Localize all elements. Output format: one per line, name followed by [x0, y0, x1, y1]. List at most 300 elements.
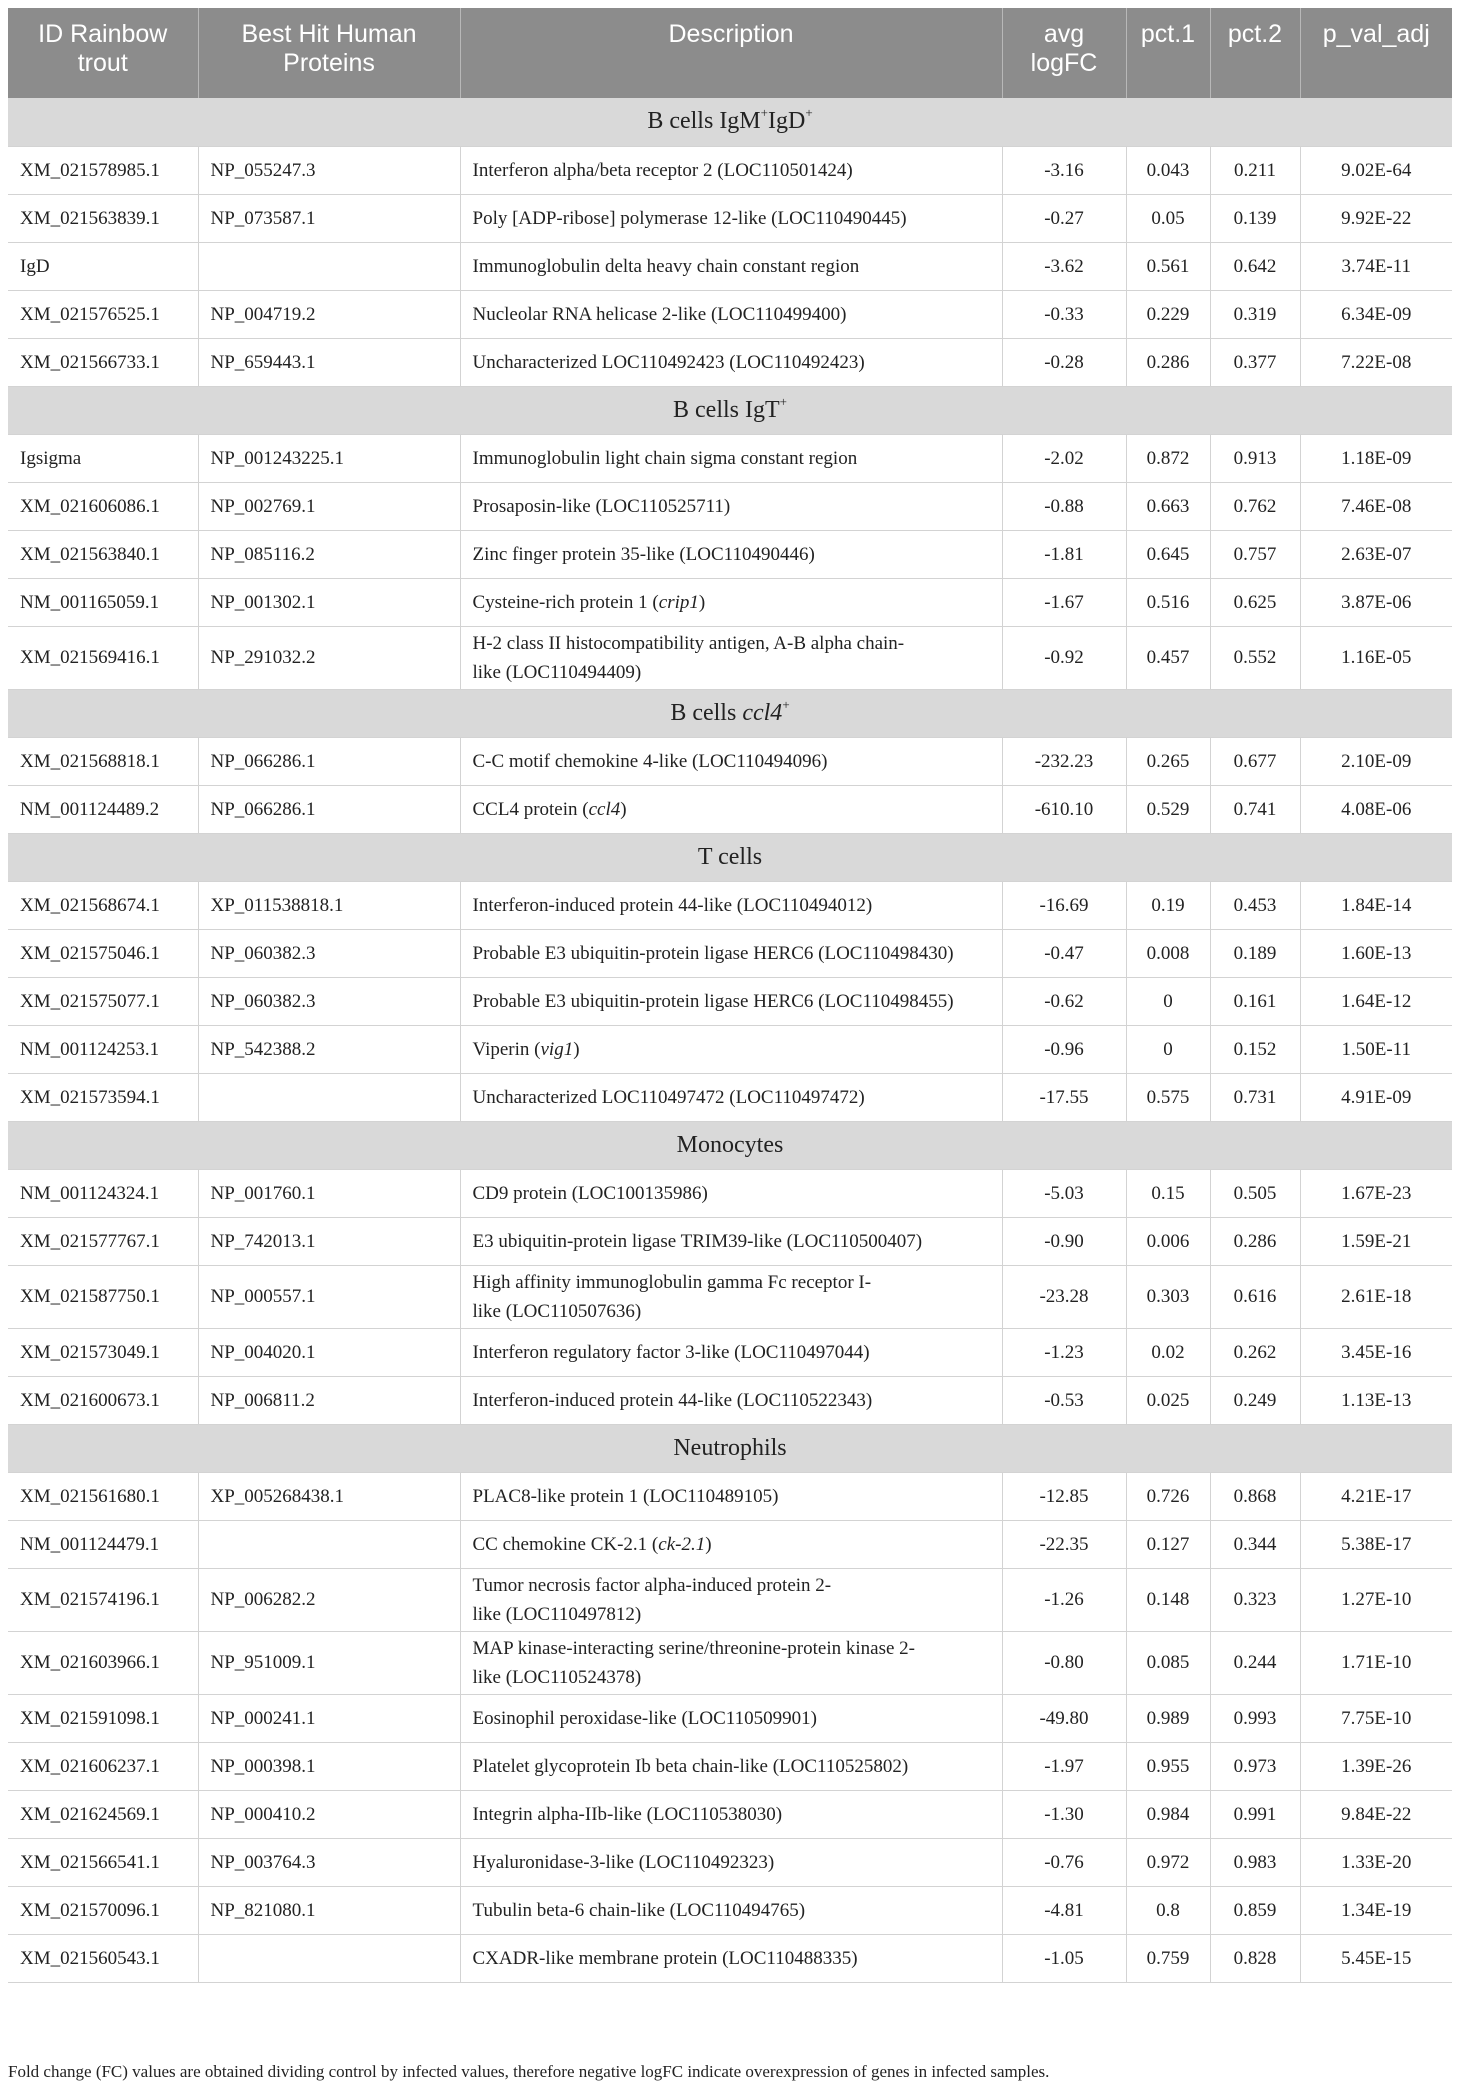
section-title-gene: ccl4: [742, 699, 783, 726]
section-title: [8, 98, 1452, 146]
table-row: [8, 338, 1452, 386]
cell-description: [460, 929, 1002, 977]
cell-pct1: 0.561: [1126, 242, 1210, 290]
cell-id: XM_021578985.1: [8, 146, 198, 194]
cell-avg-logfc: -0.47: [1002, 929, 1126, 977]
cell-p-val-adj: 1.64E-12: [1300, 977, 1452, 1025]
cell-avg-logfc: -16.69: [1002, 881, 1126, 929]
cell-p-val-adj: 3.87E-06: [1300, 578, 1452, 626]
cell-best-hit: XP_005268438.1: [198, 1472, 460, 1520]
cell-p-val-adj: 1.59E-21: [1300, 1217, 1452, 1265]
description-text-line2: like (LOC110507636): [472, 1300, 642, 1322]
cell-best-hit: [198, 1934, 460, 1982]
section-title-text: B cells IgT: [673, 396, 780, 423]
cell-p-val-adj: 1.18E-09: [1300, 434, 1452, 482]
cell-best-hit: NP_006811.2: [198, 1376, 460, 1424]
description-text: Probable E3 ubiquitin-protein ligase HERC6 (LOC110498455): [472, 990, 954, 1012]
description-text: High affinity immunoglobulin gamma Fc receptor I-: [472, 1271, 872, 1293]
cell-description: [460, 1790, 1002, 1838]
cell-id: XM_021566733.1: [8, 338, 198, 386]
table-row: [8, 881, 1452, 929]
cell-p-val-adj: 2.61E-18: [1300, 1265, 1452, 1328]
description-text: PLAC8-like protein 1 (LOC110489105): [472, 1485, 779, 1507]
cell-pct2: 0.211: [1210, 146, 1300, 194]
table-row: [8, 1217, 1452, 1265]
cell-pct1: 0.148: [1126, 1568, 1210, 1631]
cell-description: [460, 1472, 1002, 1520]
table-row: [8, 530, 1452, 578]
cell-id: XM_021577767.1: [8, 1217, 198, 1265]
cell-p-val-adj: 1.27E-10: [1300, 1568, 1452, 1631]
section-header: [8, 386, 1452, 434]
cell-pct2: 0.991: [1210, 1790, 1300, 1838]
section-header: [8, 98, 1452, 146]
description-text: Tubulin beta-6 chain-like (LOC110494765): [472, 1899, 806, 1921]
cell-best-hit: NP_000410.2: [198, 1790, 460, 1838]
description-text: CD9 protein (LOC100135986): [472, 1182, 708, 1204]
cell-pct1: 0.15: [1126, 1169, 1210, 1217]
cell-avg-logfc: -3.16: [1002, 146, 1126, 194]
cell-best-hit: NP_002769.1: [198, 482, 460, 530]
cell-id: XM_021575046.1: [8, 929, 198, 977]
table-row: [8, 1790, 1452, 1838]
cell-description: [460, 290, 1002, 338]
description-text: Uncharacterized LOC110497472 (LOC110497472): [472, 1086, 865, 1108]
description-text: Interferon-induced protein 44-like (LOC110522343): [472, 1389, 873, 1411]
table-row: [8, 977, 1452, 1025]
description-text: Interferon alpha/beta receptor 2 (LOC110501424): [472, 159, 853, 181]
table-row: [8, 1838, 1452, 1886]
description-text: Viperin (: [472, 1038, 541, 1060]
cell-best-hit: NP_085116.2: [198, 530, 460, 578]
description-text: Immunoglobulin delta heavy chain constant region: [472, 255, 860, 277]
cell-best-hit: NP_000398.1: [198, 1742, 460, 1790]
cell-pct2: 0.244: [1210, 1631, 1300, 1694]
cell-p-val-adj: 9.02E-64: [1300, 146, 1452, 194]
gene-name: ck-2.1: [658, 1533, 706, 1555]
cell-avg-logfc: -1.97: [1002, 1742, 1126, 1790]
table-row: [8, 1934, 1452, 1982]
cell-best-hit: NP_060382.3: [198, 929, 460, 977]
cell-description: [460, 1886, 1002, 1934]
table-row: [8, 242, 1452, 290]
cell-pct2: 0.828: [1210, 1934, 1300, 1982]
cell-description: [460, 1025, 1002, 1073]
cell-id: XM_021587750.1: [8, 1265, 198, 1328]
table-row: [8, 1328, 1452, 1376]
cell-best-hit: NP_542388.2: [198, 1025, 460, 1073]
cell-best-hit: NP_066286.1: [198, 785, 460, 833]
cell-avg-logfc: -1.23: [1002, 1328, 1126, 1376]
cell-id: XM_021566541.1: [8, 1838, 198, 1886]
cell-p-val-adj: 5.38E-17: [1300, 1520, 1452, 1568]
cell-id: XM_021563839.1: [8, 194, 198, 242]
cell-description: [460, 1934, 1002, 1982]
cell-p-val-adj: 1.33E-20: [1300, 1838, 1452, 1886]
cell-pct1: 0.529: [1126, 785, 1210, 833]
cell-avg-logfc: -232.23: [1002, 737, 1126, 785]
cell-best-hit: NP_004719.2: [198, 290, 460, 338]
table-row: [8, 737, 1452, 785]
cell-p-val-adj: 1.50E-11: [1300, 1025, 1452, 1073]
cell-avg-logfc: -0.80: [1002, 1631, 1126, 1694]
gene-name: crip1: [658, 591, 699, 613]
cell-pct1: 0.229: [1126, 290, 1210, 338]
cell-avg-logfc: -610.10: [1002, 785, 1126, 833]
description-text-line2: like (LOC110524378): [472, 1666, 642, 1688]
cell-pct1: 0.759: [1126, 1934, 1210, 1982]
cell-description: [460, 881, 1002, 929]
cell-avg-logfc: -0.33: [1002, 290, 1126, 338]
cell-description: [460, 1376, 1002, 1424]
cell-best-hit: [198, 242, 460, 290]
cell-pct1: 0.955: [1126, 1742, 1210, 1790]
cell-avg-logfc: -22.35: [1002, 1520, 1126, 1568]
cell-id: XM_021569416.1: [8, 626, 198, 689]
cell-description: [460, 737, 1002, 785]
table-row: [8, 1025, 1452, 1073]
description-text: Hyaluronidase-3-like (LOC110492323): [472, 1851, 775, 1873]
section-title-text: B cells: [670, 699, 743, 726]
section-title: [8, 1424, 1452, 1472]
cell-pct2: 0.859: [1210, 1886, 1300, 1934]
cell-p-val-adj: 1.39E-26: [1300, 1742, 1452, 1790]
cell-description: [460, 482, 1002, 530]
cell-p-val-adj: 1.16E-05: [1300, 626, 1452, 689]
cell-pct2: 0.453: [1210, 881, 1300, 929]
cell-pct1: 0.984: [1126, 1790, 1210, 1838]
cell-pct1: 0.8: [1126, 1886, 1210, 1934]
description-end: ): [620, 798, 627, 820]
cell-description: [460, 977, 1002, 1025]
cell-pct2: 0.677: [1210, 737, 1300, 785]
cell-pct2: 0.616: [1210, 1265, 1300, 1328]
cell-pct2: 0.161: [1210, 977, 1300, 1025]
cell-best-hit: NP_003764.3: [198, 1838, 460, 1886]
table-row: [8, 1073, 1452, 1121]
table-row: [8, 1568, 1452, 1631]
cell-avg-logfc: -0.27: [1002, 194, 1126, 242]
header-pct2: pct.2: [1210, 8, 1300, 98]
cell-description: [460, 1838, 1002, 1886]
description-text: Tumor necrosis factor alpha-induced protein 2-: [472, 1574, 832, 1596]
cell-avg-logfc: -1.26: [1002, 1568, 1126, 1631]
cell-avg-logfc: -3.62: [1002, 242, 1126, 290]
cell-avg-logfc: -17.55: [1002, 1073, 1126, 1121]
section-title-text: Monocytes: [676, 1131, 784, 1158]
cell-pct1: 0.645: [1126, 530, 1210, 578]
section-title-sup: +: [782, 696, 790, 712]
description-text: Immunoglobulin light chain sigma constant region: [472, 447, 858, 469]
cell-pct1: 0.872: [1126, 434, 1210, 482]
cell-description: [460, 1520, 1002, 1568]
header-pct1: pct.1: [1126, 8, 1210, 98]
cell-id: XM_021568818.1: [8, 737, 198, 785]
table-row: [8, 1376, 1452, 1424]
description-text: CXADR-like membrane protein (LOC110488335): [472, 1947, 858, 1969]
cell-p-val-adj: 1.60E-13: [1300, 929, 1452, 977]
cell-avg-logfc: -0.96: [1002, 1025, 1126, 1073]
description-text: C-C motif chemokine 4-like (LOC110494096): [472, 750, 828, 772]
description-end: ): [698, 591, 706, 613]
cell-avg-logfc: -23.28: [1002, 1265, 1126, 1328]
cell-description: [460, 626, 1002, 689]
cell-p-val-adj: 1.71E-10: [1300, 1631, 1452, 1694]
cell-id: XM_021568674.1: [8, 881, 198, 929]
header-id: ID Rainbow trout: [8, 8, 198, 98]
cell-pct1: 0.663: [1126, 482, 1210, 530]
cell-pct2: 0.505: [1210, 1169, 1300, 1217]
cell-avg-logfc: -49.80: [1002, 1694, 1126, 1742]
cell-best-hit: NP_055247.3: [198, 146, 460, 194]
cell-p-val-adj: 7.46E-08: [1300, 482, 1452, 530]
cell-p-val-adj: 1.84E-14: [1300, 881, 1452, 929]
cell-p-val-adj: 1.13E-13: [1300, 1376, 1452, 1424]
cell-pct2: 0.262: [1210, 1328, 1300, 1376]
cell-description: [460, 194, 1002, 242]
section-header: [8, 833, 1452, 881]
section-header: [8, 1121, 1452, 1169]
table-row: [8, 1265, 1452, 1328]
cell-pct2: 0.731: [1210, 1073, 1300, 1121]
cell-description: [460, 578, 1002, 626]
table-row: [8, 785, 1452, 833]
cell-pct1: 0.085: [1126, 1631, 1210, 1694]
table-row: [8, 626, 1452, 689]
description-text: Cysteine-rich protein 1 (: [472, 591, 659, 613]
cell-id: IgD: [8, 242, 198, 290]
cell-avg-logfc: -2.02: [1002, 434, 1126, 482]
cell-avg-logfc: -4.81: [1002, 1886, 1126, 1934]
cell-best-hit: [198, 1073, 460, 1121]
table-row: [8, 482, 1452, 530]
cell-id: XM_021563840.1: [8, 530, 198, 578]
description-text: Integrin alpha-IIb-like (LOC110538030): [472, 1803, 783, 1825]
cell-avg-logfc: -12.85: [1002, 1472, 1126, 1520]
header-row: [8, 8, 1452, 98]
cell-description: [460, 434, 1002, 482]
table-row: [8, 1169, 1452, 1217]
gene-name: ccl4: [588, 798, 621, 820]
cell-description: [460, 242, 1002, 290]
cell-pct2: 0.552: [1210, 626, 1300, 689]
cell-id: NM_001165059.1: [8, 578, 198, 626]
cell-pct2: 0.757: [1210, 530, 1300, 578]
table-row: [8, 1631, 1452, 1694]
cell-description: [460, 1073, 1002, 1121]
section-header: [8, 1424, 1452, 1472]
description-text-line2: like (LOC110497812): [472, 1603, 642, 1625]
cell-p-val-adj: 9.84E-22: [1300, 1790, 1452, 1838]
cell-p-val-adj: 9.92E-22: [1300, 194, 1452, 242]
cell-description: [460, 1568, 1002, 1631]
cell-pct1: 0.303: [1126, 1265, 1210, 1328]
cell-pct1: 0.989: [1126, 1694, 1210, 1742]
section-title: [8, 833, 1452, 881]
cell-best-hit: NP_006282.2: [198, 1568, 460, 1631]
table-body: [8, 98, 1452, 1982]
cell-p-val-adj: 6.34E-09: [1300, 290, 1452, 338]
cell-p-val-adj: 1.34E-19: [1300, 1886, 1452, 1934]
cell-id: XM_021570096.1: [8, 1886, 198, 1934]
cell-p-val-adj: 1.67E-23: [1300, 1169, 1452, 1217]
section-title: [8, 1121, 1452, 1169]
section-header: [8, 689, 1452, 737]
section-title-text: B cells IgM: [647, 108, 761, 135]
table-footnote: Fold change (FC) values are obtained dividing control by infected values, therefore negative logFC indicate overexpression of genes in infected samples.: [8, 2062, 1050, 2081]
header-avg-logfc: avg logFC: [1002, 8, 1126, 98]
cell-best-hit: NP_951009.1: [198, 1631, 460, 1694]
cell-id: XM_021561680.1: [8, 1472, 198, 1520]
cell-pct2: 0.344: [1210, 1520, 1300, 1568]
cell-best-hit: NP_821080.1: [198, 1886, 460, 1934]
cell-description: [460, 1694, 1002, 1742]
cell-id: XM_021574196.1: [8, 1568, 198, 1631]
cell-description: [460, 338, 1002, 386]
cell-pct1: 0: [1126, 977, 1210, 1025]
cell-description: [460, 1169, 1002, 1217]
cell-avg-logfc: -0.90: [1002, 1217, 1126, 1265]
cell-description: [460, 146, 1002, 194]
cell-pct1: 0.19: [1126, 881, 1210, 929]
table-row: [8, 1742, 1452, 1790]
cell-best-hit: NP_073587.1: [198, 194, 460, 242]
cell-id: XM_021573594.1: [8, 1073, 198, 1121]
cell-avg-logfc: -0.53: [1002, 1376, 1126, 1424]
cell-avg-logfc: -0.76: [1002, 1838, 1126, 1886]
cell-pct2: 0.913: [1210, 434, 1300, 482]
gene-table: [8, 8, 1452, 1983]
cell-best-hit: NP_000241.1: [198, 1694, 460, 1742]
cell-pct1: 0.972: [1126, 1838, 1210, 1886]
cell-p-val-adj: 4.91E-09: [1300, 1073, 1452, 1121]
description-text: Uncharacterized LOC110492423 (LOC110492423): [472, 351, 865, 373]
cell-id: NM_001124324.1: [8, 1169, 198, 1217]
cell-pct1: 0.006: [1126, 1217, 1210, 1265]
cell-pct2: 0.152: [1210, 1025, 1300, 1073]
cell-description: [460, 530, 1002, 578]
cell-id: XM_021591098.1: [8, 1694, 198, 1742]
cell-description: [460, 1217, 1002, 1265]
cell-p-val-adj: 4.21E-17: [1300, 1472, 1452, 1520]
cell-description: [460, 785, 1002, 833]
cell-p-val-adj: 4.08E-06: [1300, 785, 1452, 833]
section-title-text: T cells: [697, 843, 763, 870]
cell-pct2: 0.319: [1210, 290, 1300, 338]
cell-description: [460, 1328, 1002, 1376]
cell-p-val-adj: 3.74E-11: [1300, 242, 1452, 290]
cell-id: NM_001124253.1: [8, 1025, 198, 1073]
section-title-sup: +: [760, 105, 768, 121]
cell-pct2: 0.983: [1210, 1838, 1300, 1886]
cell-p-val-adj: 5.45E-15: [1300, 1934, 1452, 1982]
cell-p-val-adj: 3.45E-16: [1300, 1328, 1452, 1376]
cell-id: XM_021600673.1: [8, 1376, 198, 1424]
cell-avg-logfc: -1.81: [1002, 530, 1126, 578]
description-text: Poly [ADP-ribose] polymerase 12-like (LOC110490445): [472, 207, 907, 229]
description-text: Probable E3 ubiquitin-protein ligase HERC6 (LOC110498430): [472, 942, 954, 964]
cell-avg-logfc: -1.05: [1002, 1934, 1126, 1982]
cell-best-hit: NP_001243225.1: [198, 434, 460, 482]
cell-description: [460, 1265, 1002, 1328]
description-text: Eosinophil peroxidase-like (LOC110509901): [472, 1707, 817, 1729]
header-p-val-adj: p_val_adj: [1300, 8, 1452, 98]
cell-best-hit: NP_001760.1: [198, 1169, 460, 1217]
section-title-text: Neutrophils: [673, 1434, 787, 1461]
cell-id: NM_001124479.1: [8, 1520, 198, 1568]
cell-best-hit: NP_066286.1: [198, 737, 460, 785]
cell-pct1: 0.05: [1126, 194, 1210, 242]
section-title-sup-2: +: [805, 105, 813, 121]
cell-best-hit: NP_001302.1: [198, 578, 460, 626]
cell-pct1: 0.02: [1126, 1328, 1210, 1376]
table-row: [8, 1886, 1452, 1934]
description-text: Prosaposin-like (LOC110525711): [472, 495, 731, 517]
section-title-sup: +: [779, 393, 787, 409]
cell-p-val-adj: 2.10E-09: [1300, 737, 1452, 785]
cell-pct2: 0.868: [1210, 1472, 1300, 1520]
cell-id: XM_021606086.1: [8, 482, 198, 530]
section-title: [8, 386, 1452, 434]
cell-best-hit: [198, 1520, 460, 1568]
table-row: [8, 578, 1452, 626]
cell-id: XM_021576525.1: [8, 290, 198, 338]
cell-pct2: 0.741: [1210, 785, 1300, 833]
description-text: MAP kinase-interacting serine/threonine-protein kinase 2-: [472, 1637, 915, 1659]
cell-avg-logfc: -5.03: [1002, 1169, 1126, 1217]
table-container: [8, 8, 1452, 1983]
cell-avg-logfc: -0.88: [1002, 482, 1126, 530]
cell-id: XM_021575077.1: [8, 977, 198, 1025]
description-text: Platelet glycoprotein Ib beta chain-like (LOC110525802): [472, 1755, 909, 1777]
description-text: Nucleolar RNA helicase 2-like (LOC110499400): [472, 303, 847, 325]
cell-id: NM_001124489.2: [8, 785, 198, 833]
cell-best-hit: NP_004020.1: [198, 1328, 460, 1376]
description-text: E3 ubiquitin-protein ligase TRIM39-like (LOC110500407): [472, 1230, 923, 1252]
cell-pct2: 0.249: [1210, 1376, 1300, 1424]
cell-pct2: 0.625: [1210, 578, 1300, 626]
cell-pct2: 0.189: [1210, 929, 1300, 977]
cell-pct1: 0.008: [1126, 929, 1210, 977]
cell-id: XM_021560543.1: [8, 1934, 198, 1982]
table-row: [8, 434, 1452, 482]
cell-id: Igsigma: [8, 434, 198, 482]
description-text: CC chemokine CK-2.1 (: [472, 1533, 659, 1555]
cell-pct2: 0.377: [1210, 338, 1300, 386]
description-text: Interferon-induced protein 44-like (LOC110494012): [472, 894, 873, 916]
table-row: [8, 290, 1452, 338]
table-row: [8, 929, 1452, 977]
cell-avg-logfc: -1.67: [1002, 578, 1126, 626]
cell-best-hit: NP_659443.1: [198, 338, 460, 386]
cell-description: [460, 1742, 1002, 1790]
cell-avg-logfc: -1.30: [1002, 1790, 1126, 1838]
description-end: ): [705, 1533, 712, 1555]
cell-best-hit: NP_742013.1: [198, 1217, 460, 1265]
cell-pct2: 0.642: [1210, 242, 1300, 290]
cell-pct1: 0.286: [1126, 338, 1210, 386]
description-text: Interferon regulatory factor 3-like (LOC110497044): [472, 1341, 870, 1363]
cell-p-val-adj: 7.75E-10: [1300, 1694, 1452, 1742]
cell-pct2: 0.973: [1210, 1742, 1300, 1790]
cell-pct1: 0.516: [1126, 578, 1210, 626]
description-end: ): [573, 1038, 580, 1060]
cell-avg-logfc: -0.28: [1002, 338, 1126, 386]
cell-id: XM_021624569.1: [8, 1790, 198, 1838]
section-title-text-2: IgD: [768, 108, 806, 135]
cell-pct1: 0.127: [1126, 1520, 1210, 1568]
cell-pct1: 0.265: [1126, 737, 1210, 785]
